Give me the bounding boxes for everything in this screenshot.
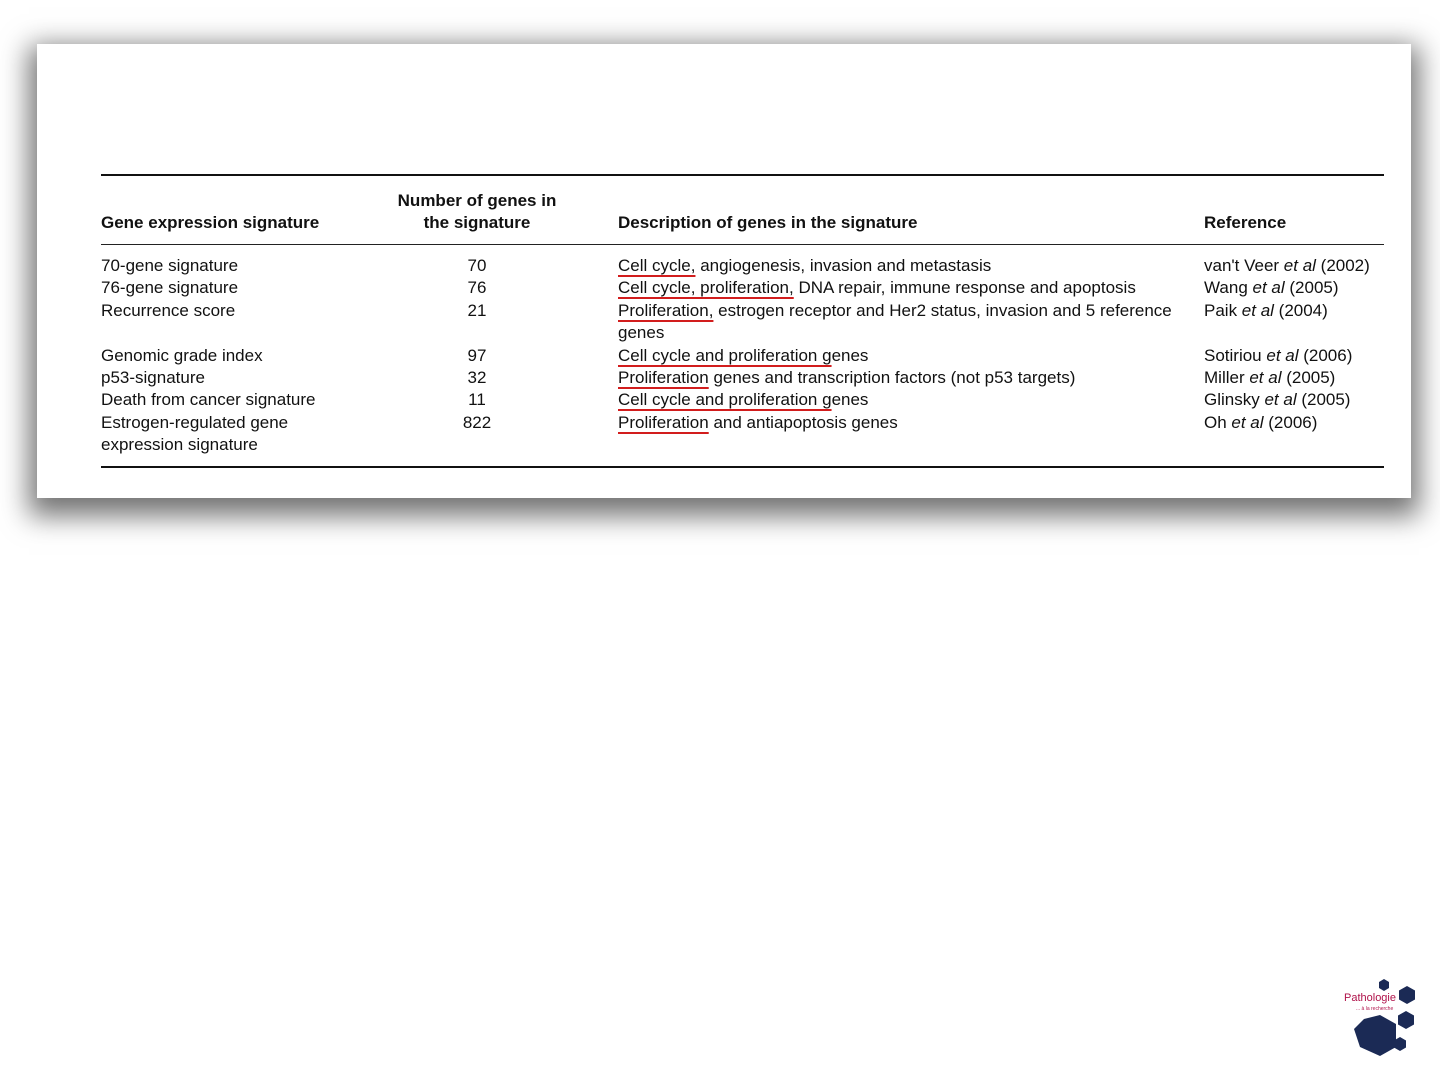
spacer-cell — [573, 367, 618, 389]
reference-cell — [1204, 367, 1384, 389]
description-cell — [618, 389, 1204, 411]
reference-cell — [1204, 277, 1384, 299]
reference-cell — [1204, 245, 1384, 278]
description-highlight: Proliferation — [618, 368, 709, 388]
header-description: Description of genes in the signature — [618, 213, 918, 232]
reference-author: Glinsky — [1204, 390, 1265, 410]
reference-etal: et al — [1252, 278, 1285, 298]
reference-year: (2006) — [1298, 345, 1353, 365]
signature-cell: Death from cancer signature — [101, 390, 316, 410]
description-rest: enes — [831, 390, 869, 410]
reference-author: Oh — [1204, 412, 1232, 432]
header-num-genes-line2: the signature — [423, 213, 531, 232]
reference-etal: et al — [1283, 256, 1316, 275]
description-highlight: Cell cycle and proliferation g — [618, 390, 832, 410]
slide-card — [37, 44, 1411, 498]
signature-cell: p53-signature — [101, 368, 205, 388]
reference-author: Sotiriou — [1204, 345, 1267, 365]
gene-signature-table — [101, 174, 1384, 468]
description-rest: and antiapoptosis genes — [708, 412, 898, 432]
header-reference: Reference — [1204, 213, 1287, 232]
description-rest: genes and transcription factors (not p53 targets) — [708, 368, 1076, 388]
reference-author: Miller — [1204, 368, 1250, 388]
reference-author: Paik — [1204, 300, 1242, 320]
signature-cell: 70-gene signature — [101, 256, 239, 275]
reference-year: (2004) — [1273, 300, 1328, 320]
header-num-genes-line1: Number of genes in — [397, 191, 557, 210]
num-genes-cell: 70 — [467, 256, 487, 275]
description-cell — [618, 345, 1204, 367]
spacer-cell — [573, 245, 618, 278]
reference-author: van't Veer — [1204, 256, 1284, 275]
spacer-cell — [573, 389, 618, 411]
spacer-cell — [573, 300, 618, 345]
table-row — [101, 345, 1384, 367]
table-header — [101, 175, 1384, 245]
table-row — [101, 245, 1384, 278]
reference-cell — [1204, 412, 1384, 467]
description-cell — [618, 412, 1204, 467]
reference-etal: et al — [1264, 390, 1297, 410]
table-row — [101, 277, 1384, 299]
description-cell — [618, 277, 1204, 299]
description-highlight: Cell cycle, proliferation, — [618, 278, 794, 298]
signature-cell: Estrogen-regulated gene expression signature — [101, 412, 289, 455]
table-row — [101, 367, 1384, 389]
description-cell — [618, 367, 1204, 389]
description-highlight: Cell cycle and proliferation g — [618, 345, 832, 365]
num-genes-cell: 97 — [467, 345, 487, 365]
reference-etal: et al — [1241, 300, 1274, 320]
description-rest: angiogenesis, invasion and metastasis — [695, 256, 992, 275]
logo-tagline: ... à la recherche — [1356, 1006, 1394, 1012]
reference-year: (2005) — [1296, 390, 1351, 410]
description-rest: enes — [831, 345, 869, 365]
spacer-cell — [573, 412, 618, 467]
description-highlight: Proliferation — [618, 412, 709, 432]
description-highlight: Proliferation, — [618, 300, 714, 320]
reference-etal: et al — [1266, 345, 1299, 365]
logo-name: Pathologie — [1344, 992, 1396, 1004]
header-signature: Gene expression signature — [101, 213, 320, 232]
num-genes-cell: 11 — [468, 390, 486, 410]
table-row — [101, 300, 1384, 345]
table-row — [101, 389, 1384, 411]
num-genes-cell: 32 — [467, 368, 487, 388]
description-highlight: Cell cycle, — [618, 256, 696, 275]
header-spacer — [573, 175, 618, 245]
signature-cell: Recurrence score — [101, 300, 236, 320]
table-row — [101, 412, 1384, 467]
reference-year: (2005) — [1281, 368, 1336, 388]
reference-year: (2005) — [1284, 278, 1339, 298]
reference-year: (2002) — [1315, 256, 1370, 275]
hexagon-cluster-icon — [1340, 975, 1432, 1075]
signature-cell: 76-gene signature — [101, 278, 239, 298]
num-genes-cell: 76 — [467, 278, 487, 298]
reference-etal: et al — [1231, 412, 1264, 432]
reference-cell — [1204, 389, 1384, 411]
reference-author: Wang — [1204, 278, 1253, 298]
num-genes-cell: 822 — [462, 412, 492, 432]
description-rest: DNA repair, immune response and apoptosis — [793, 278, 1136, 298]
reference-cell — [1204, 300, 1384, 345]
spacer-cell — [573, 277, 618, 299]
signature-cell: Genomic grade index — [101, 345, 263, 365]
table-body — [101, 245, 1384, 467]
reference-cell — [1204, 345, 1384, 367]
description-rest: estrogen receptor and Her2 status, invasion and 5 reference genes — [618, 300, 1172, 343]
pathologie-logo — [1340, 975, 1432, 1075]
header-num-genes — [381, 175, 573, 245]
description-cell — [618, 300, 1204, 345]
spacer-cell — [573, 345, 618, 367]
reference-etal: et al — [1249, 368, 1282, 388]
reference-year: (2006) — [1263, 412, 1318, 432]
num-genes-cell: 21 — [467, 300, 487, 320]
description-cell — [618, 245, 1204, 278]
